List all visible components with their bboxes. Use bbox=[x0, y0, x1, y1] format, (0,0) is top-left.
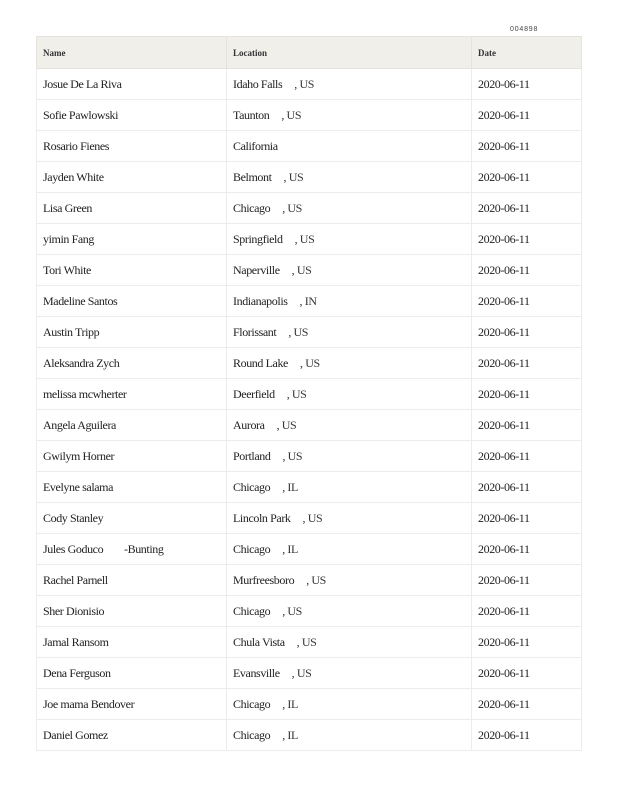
location-region: , US bbox=[282, 200, 302, 215]
signed-date: 2020-06-11 bbox=[472, 565, 582, 596]
signed-date: 2020-06-11 bbox=[472, 348, 582, 379]
signer-name: Jamal Ransom bbox=[37, 627, 227, 658]
signer-name: Dena Ferguson bbox=[37, 658, 227, 689]
location-region: , US bbox=[306, 572, 326, 587]
location-city: Round Lake bbox=[233, 355, 288, 370]
signer-location bbox=[227, 441, 472, 472]
signer-name: Austin Tripp bbox=[37, 317, 227, 348]
table-row bbox=[37, 224, 582, 255]
column-header-name: Name bbox=[37, 37, 227, 69]
table-row bbox=[37, 410, 582, 441]
signed-date: 2020-06-11 bbox=[472, 69, 582, 100]
signed-date: 2020-06-11 bbox=[472, 689, 582, 720]
signer-location bbox=[227, 193, 472, 224]
page-id: 004898 bbox=[510, 26, 539, 33]
location-region: , US bbox=[294, 231, 315, 246]
location-city: Springfield bbox=[233, 231, 283, 246]
table-row bbox=[37, 348, 582, 379]
signer-name: Lisa Green bbox=[37, 193, 227, 224]
location-city: Chula Vista bbox=[233, 634, 285, 649]
location-city: California bbox=[233, 138, 278, 153]
table-row bbox=[37, 503, 582, 534]
location-region: , IL bbox=[282, 479, 298, 494]
location-city: Chicago bbox=[233, 541, 271, 556]
signer-name: Madeline Santos bbox=[37, 286, 227, 317]
table-row bbox=[37, 534, 582, 565]
table-row bbox=[37, 689, 582, 720]
table-row bbox=[37, 162, 582, 193]
signer-location bbox=[227, 410, 472, 441]
signer-name: Joe mama Bendover bbox=[37, 689, 227, 720]
signer-location bbox=[227, 689, 472, 720]
location-region: , IN bbox=[299, 293, 317, 308]
table-row bbox=[37, 69, 582, 100]
signer-location bbox=[227, 596, 472, 627]
signer-location bbox=[227, 69, 472, 100]
table-row bbox=[37, 441, 582, 472]
location-region: , US bbox=[288, 324, 309, 339]
location-region: , US bbox=[300, 355, 320, 370]
table-row bbox=[37, 720, 582, 751]
location-city: Murfreesboro bbox=[233, 572, 295, 587]
signer-name: Tori White bbox=[37, 255, 227, 286]
location-region: , US bbox=[302, 510, 323, 525]
signer-name: Daniel Gomez bbox=[37, 720, 227, 751]
location-region: , IL bbox=[282, 541, 298, 556]
table-row bbox=[37, 193, 582, 224]
signer-name: Gwilym Horner bbox=[37, 441, 227, 472]
location-city: Deerfield bbox=[233, 386, 275, 401]
signed-date: 2020-06-11 bbox=[472, 224, 582, 255]
location-city: Aurora bbox=[233, 417, 265, 432]
location-region: , US bbox=[291, 665, 312, 680]
signer-location bbox=[227, 503, 472, 534]
location-region: , US bbox=[282, 448, 303, 463]
signer-location bbox=[227, 100, 472, 131]
signed-date: 2020-06-11 bbox=[472, 100, 582, 131]
signer-name: yimin Fang bbox=[37, 224, 227, 255]
location-city: Belmont bbox=[233, 169, 272, 184]
table-row bbox=[37, 627, 582, 658]
signed-date: 2020-06-11 bbox=[472, 379, 582, 410]
location-city: Idaho Falls bbox=[233, 76, 283, 91]
signed-date: 2020-06-11 bbox=[472, 627, 582, 658]
location-city: Chicago bbox=[233, 479, 271, 494]
signer-location bbox=[227, 472, 472, 503]
signer-name: Aleksandra Zych bbox=[37, 348, 227, 379]
location-city: Evansville bbox=[233, 665, 280, 680]
table-row bbox=[37, 472, 582, 503]
table-row bbox=[37, 379, 582, 410]
location-city: Lincoln Park bbox=[233, 510, 291, 525]
signer-location bbox=[227, 286, 472, 317]
signed-date: 2020-06-11 bbox=[472, 162, 582, 193]
table-row bbox=[37, 100, 582, 131]
signer-name: Angela Aguilera bbox=[37, 410, 227, 441]
signer-name: Evelyne salama bbox=[37, 472, 227, 503]
signer-location bbox=[227, 348, 472, 379]
signed-date: 2020-06-11 bbox=[472, 410, 582, 441]
signer-location bbox=[227, 317, 472, 348]
signer-name: Cody Stanley bbox=[37, 503, 227, 534]
location-region: , US bbox=[281, 107, 302, 122]
location-region: , US bbox=[282, 603, 302, 618]
signed-date: 2020-06-11 bbox=[472, 193, 582, 224]
location-city: Florissant bbox=[233, 324, 277, 339]
signers-table bbox=[36, 36, 582, 751]
signer-location bbox=[227, 565, 472, 596]
signed-date: 2020-06-11 bbox=[472, 317, 582, 348]
signer-name: Jules Goduco -Bunting bbox=[37, 534, 227, 565]
signed-date: 2020-06-11 bbox=[472, 441, 582, 472]
signer-name: Rachel Parnell bbox=[37, 565, 227, 596]
table-row bbox=[37, 565, 582, 596]
signed-date: 2020-06-11 bbox=[472, 472, 582, 503]
signed-date: 2020-06-11 bbox=[472, 596, 582, 627]
signed-date: 2020-06-11 bbox=[472, 658, 582, 689]
location-region: , US bbox=[276, 417, 297, 432]
signer-name: Sher Dionisio bbox=[37, 596, 227, 627]
signer-location bbox=[227, 162, 472, 193]
signed-date: 2020-06-11 bbox=[472, 286, 582, 317]
location-region: , IL bbox=[282, 696, 298, 711]
location-city: Chicago bbox=[233, 200, 271, 215]
table-row bbox=[37, 255, 582, 286]
location-city: Indianapolis bbox=[233, 293, 288, 308]
signer-location bbox=[227, 627, 472, 658]
signer-name: Josue De La Riva bbox=[37, 69, 227, 100]
location-region: , US bbox=[283, 169, 304, 184]
signer-location bbox=[227, 379, 472, 410]
location-region: , US bbox=[291, 262, 312, 277]
location-city: Chicago bbox=[233, 727, 271, 742]
column-header-location: Location bbox=[227, 37, 472, 69]
signer-name: melissa mcwherter bbox=[37, 379, 227, 410]
signed-date: 2020-06-11 bbox=[472, 534, 582, 565]
signer-location bbox=[227, 224, 472, 255]
location-city: Portland bbox=[233, 448, 271, 463]
signer-location bbox=[227, 255, 472, 286]
location-city: Taunton bbox=[233, 107, 270, 122]
signer-location bbox=[227, 658, 472, 689]
table-row bbox=[37, 596, 582, 627]
table-row bbox=[37, 317, 582, 348]
table-row bbox=[37, 286, 582, 317]
signed-date: 2020-06-11 bbox=[472, 131, 582, 162]
signed-date: 2020-06-11 bbox=[472, 720, 582, 751]
table-row bbox=[37, 131, 582, 162]
signer-location bbox=[227, 720, 472, 751]
location-city: Chicago bbox=[233, 696, 271, 711]
signer-name: Sofie Pawlowski bbox=[37, 100, 227, 131]
signed-date: 2020-06-11 bbox=[472, 503, 582, 534]
signed-date: 2020-06-11 bbox=[472, 255, 582, 286]
table-header-row bbox=[37, 37, 582, 69]
table-row bbox=[37, 658, 582, 689]
location-region: , US bbox=[294, 76, 315, 91]
location-region: , IL bbox=[282, 727, 298, 742]
signer-name: Jayden White bbox=[37, 162, 227, 193]
signer-location bbox=[227, 534, 472, 565]
location-region: , US bbox=[296, 634, 317, 649]
signer-name: Rosario Fienes bbox=[37, 131, 227, 162]
location-region: , US bbox=[286, 386, 307, 401]
column-header-date: Date bbox=[472, 37, 582, 69]
signer-location bbox=[227, 131, 472, 162]
location-city: Chicago bbox=[233, 603, 271, 618]
location-city: Naperville bbox=[233, 262, 280, 277]
table-body bbox=[37, 69, 582, 751]
